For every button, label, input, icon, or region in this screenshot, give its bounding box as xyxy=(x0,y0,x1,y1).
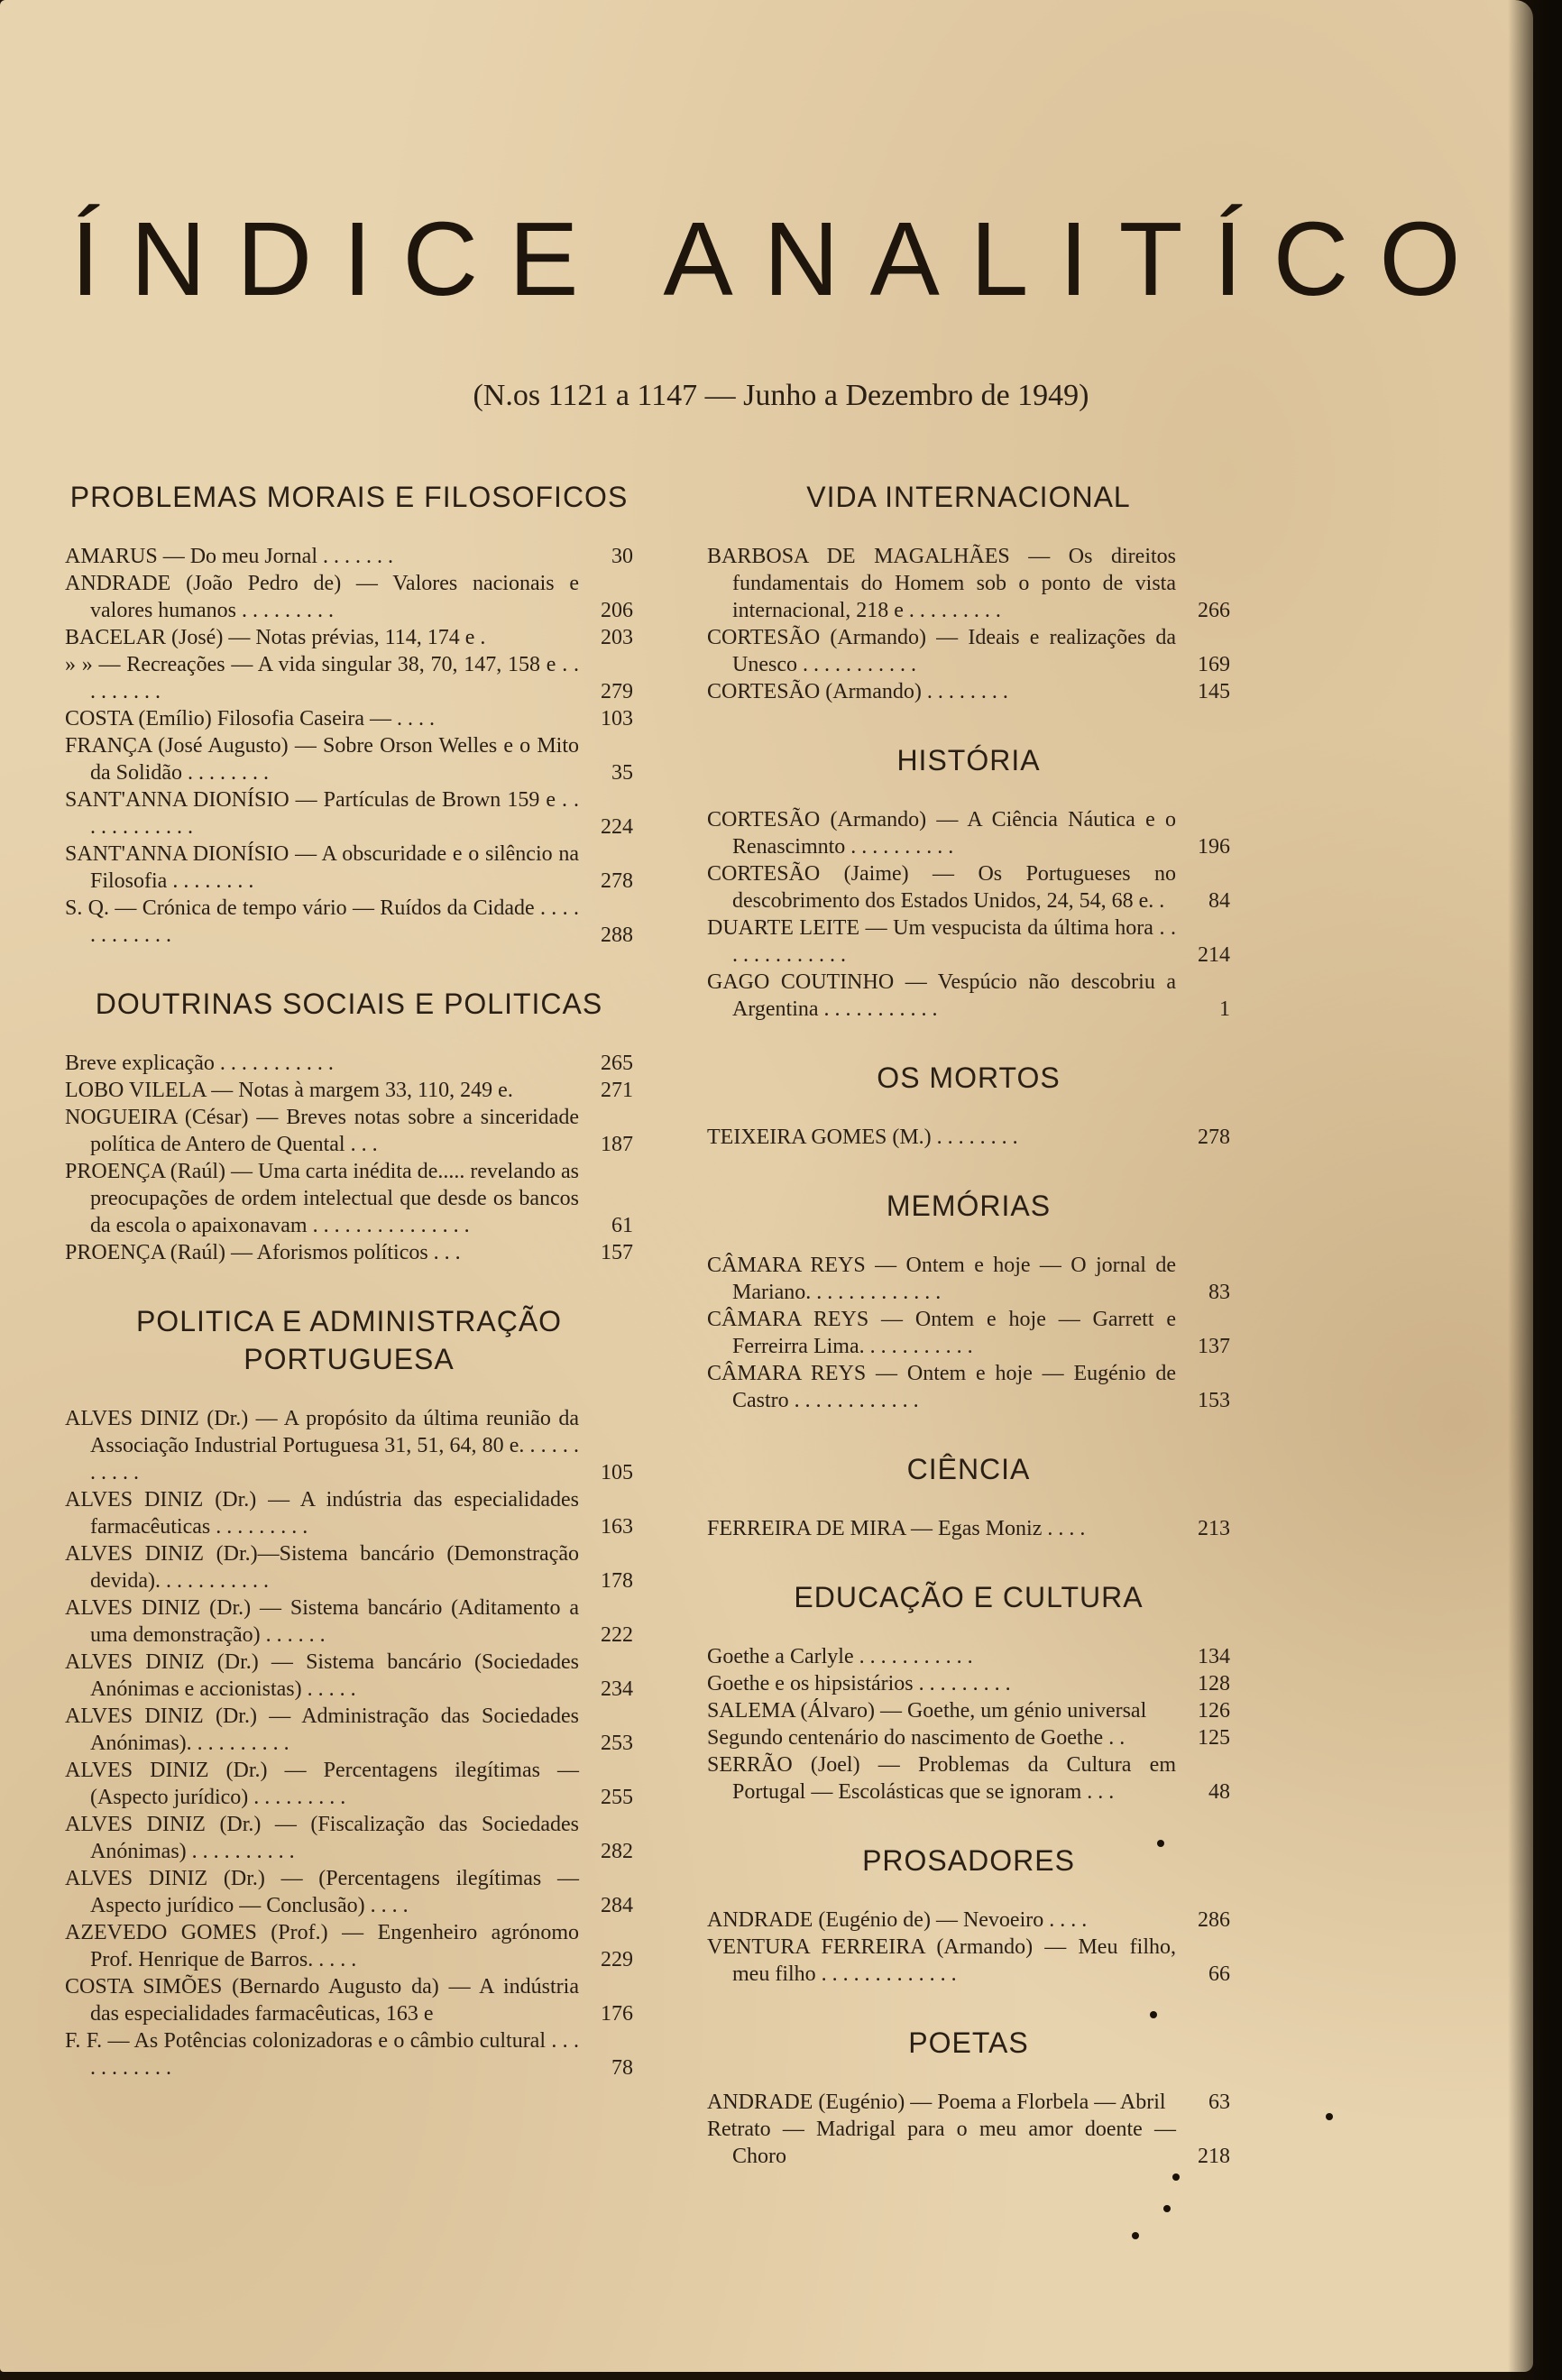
entry-text: ALVES DINIZ (Dr.) — Sistema bancário (Sociedades Anónimas e accionistas) . . . . . xyxy=(65,1650,579,1701)
entry-page-number: 282 xyxy=(601,1840,633,1863)
entry-page-number: 279 xyxy=(601,680,633,703)
ink-dot xyxy=(1132,2232,1139,2239)
entry-text: CÂMARA REYS — Ontem e hoje — O jornal de Mariano. . . . . . . . . . . . . xyxy=(707,1254,1176,1304)
entry-page-number: 83 xyxy=(1208,1281,1230,1304)
entry-page-number: 63 xyxy=(1208,2091,1230,2114)
index-entry xyxy=(65,732,633,786)
entry-text: SALEMA (Álvaro) — Goethe, um génio universal xyxy=(707,1699,1147,1723)
entry-text: CORTESÃO (Armando) . . . . . . . . xyxy=(707,680,1008,703)
entry-page-number: 163 xyxy=(601,1515,633,1539)
entry-text: ALVES DINIZ (Dr.) — Administração das Sociedades Anónimas). . . . . . . . . . xyxy=(65,1705,579,1755)
entry-text: CORTESÃO (Armando) — A Ciência Náutica e o Renascimnto . . . . . . . . . . xyxy=(707,808,1176,859)
entry-text: ANDRADE (Eugénio de) — Nevoeiro . . . . xyxy=(707,1908,1088,1932)
index-entry xyxy=(707,1124,1230,1151)
entry-page-number: 224 xyxy=(601,815,633,839)
entry-text: VENTURA FERREIRA (Armando) — Meu filho, meu filho . . . . . . . . . . . . . xyxy=(707,1935,1176,1986)
entry-text: DUARTE LEITE — Um vespucista da última hora . . . . . . . . . . . . . xyxy=(707,916,1176,967)
index-entry xyxy=(65,1811,633,1865)
index-section xyxy=(707,1059,1230,1151)
entry-text: Goethe e os hipsistários . . . . . . . . . xyxy=(707,1672,1011,1695)
entry-page-number: 48 xyxy=(1208,1780,1230,1804)
entry-text: CÂMARA REYS — Ontem e hoje — Garrett e Ferreirra Lima. . . . . . . . . . . xyxy=(707,1308,1176,1358)
entry-page-number: 178 xyxy=(601,1569,633,1593)
index-entry xyxy=(65,1757,633,1811)
left-column xyxy=(65,478,633,2118)
entry-text: SANT'ANNA DIONÍSIO — A obscuridade e o silêncio na Filosofia . . . . . . . . xyxy=(65,842,579,893)
entry-text: CORTESÃO (Armando) — Ideais e realizações da Unesco . . . . . . . . . . . xyxy=(707,626,1176,676)
entry-text: ALVES DINIZ (Dr.) — (Fiscalização das Sociedades Anónimas) . . . . . . . . . . xyxy=(65,1813,579,1863)
index-entry xyxy=(65,705,633,732)
entry-page-number: 266 xyxy=(1198,599,1230,622)
entry-text: GAGO COUTINHO — Vespúcio não descobriu a Argentina . . . . . . . . . . . xyxy=(707,970,1176,1021)
entry-text: ALVES DINIZ (Dr.) — A indústria das especialidades farmacêuticas . . . . . . . . . xyxy=(65,1488,579,1539)
index-entry xyxy=(65,895,633,949)
entry-text: AZEVEDO GOMES (Prof.) — Engenheiro agrónomo Prof. Henrique de Barros. . . . . xyxy=(65,1921,579,1971)
entry-page-number: 78 xyxy=(611,2056,633,2080)
entry-text: PROENÇA (Raúl) — Uma carta inédita de..... revelando as preocupações de ordem intelectual que desde os bancos da escola o apaixonavam . . . . . . . . . . . . . . . xyxy=(65,1160,579,1237)
index-entry xyxy=(707,543,1230,624)
index-section xyxy=(707,478,1230,705)
index-entry xyxy=(707,860,1230,914)
section-heading: CIÊNCIA xyxy=(906,1453,1031,1485)
entry-text: Goethe a Carlyle . . . . . . . . . . . xyxy=(707,1645,973,1668)
index-section xyxy=(65,1302,633,2081)
entry-page-number: 84 xyxy=(1208,889,1230,913)
entry-text: ALVES DINIZ (Dr.) — Sistema bancário (Aditamento a uma demonstração) . . . . . . xyxy=(65,1596,579,1647)
entry-text: BARBOSA DE MAGALHÃES — Os direitos fundamentais do Homem sob o ponto de vista internacional, 218 e . . . . . . . . . xyxy=(707,545,1176,622)
entry-text: ANDRADE (João Pedro de) — Valores nacionais e valores humanos . . . . . . . . . xyxy=(65,572,579,622)
section-heading: MEMÓRIAS xyxy=(886,1190,1052,1222)
entry-page-number: 229 xyxy=(601,1948,633,1971)
ink-dot xyxy=(1157,1840,1164,1847)
index-entry xyxy=(707,1697,1230,1724)
entry-page-number: 213 xyxy=(1198,1517,1230,1540)
entry-text: CORTESÃO (Jaime) — Os Portugueses no descobrimento dos Estados Unidos, 24, 54, 68 e. . xyxy=(707,862,1176,913)
index-entry xyxy=(707,678,1230,705)
index-entry xyxy=(707,2089,1230,2116)
index-entry xyxy=(707,1934,1230,1988)
index-entry xyxy=(65,841,633,895)
index-entry xyxy=(65,1919,633,1973)
entry-page-number: 187 xyxy=(601,1133,633,1156)
index-entry xyxy=(65,651,633,705)
index-entry xyxy=(707,1670,1230,1697)
index-section xyxy=(707,1842,1230,1988)
entry-page-number: 206 xyxy=(601,599,633,622)
index-entry xyxy=(707,624,1230,678)
entry-page-number: 30 xyxy=(611,545,633,568)
index-section xyxy=(707,1578,1230,1806)
index-entry xyxy=(65,1649,633,1703)
index-entry xyxy=(707,1724,1230,1751)
entry-page-number: 35 xyxy=(611,761,633,785)
index-entry xyxy=(707,969,1230,1023)
index-entry xyxy=(65,1104,633,1158)
entry-page-number: 196 xyxy=(1198,835,1230,859)
entry-page-number: 278 xyxy=(601,869,633,893)
index-entry xyxy=(65,1703,633,1757)
entry-text: S. Q. — Crónica de tempo vário — Ruídos da Cidade . . . . . . . . . . . . xyxy=(65,896,579,947)
section-heading: VIDA INTERNACIONAL xyxy=(806,481,1131,513)
entry-page-number: 218 xyxy=(1198,2145,1230,2168)
section-heading: OS MORTOS xyxy=(877,1061,1061,1094)
index-section xyxy=(65,478,633,949)
index-entry xyxy=(65,1239,633,1266)
entry-text: NOGUEIRA (César) — Breves notas sobre a sinceridade política de Antero de Quental . . . xyxy=(65,1106,579,1156)
entry-page-number: 1 xyxy=(1219,997,1230,1021)
index-section xyxy=(707,741,1230,1023)
entry-text: CÂMARA REYS — Ontem e hoje — Eugénio de Castro . . . . . . . . . . . . xyxy=(707,1362,1176,1412)
entry-text: Retrato — Madrigal para o meu amor doente — Choro xyxy=(707,2118,1176,2168)
entry-text: » » — Recreações — A vida singular 38, 70, 147, 158 e . . . . . . . . . xyxy=(65,653,579,703)
ink-dot xyxy=(1326,2113,1333,2120)
index-entry xyxy=(65,543,633,570)
right-column xyxy=(707,478,1230,2206)
index-entry xyxy=(707,1515,1230,1542)
entry-page-number: 288 xyxy=(601,924,633,947)
entry-text: COSTA SIMÕES (Bernardo Augusto da) — A indústria das especialidades farmacêuticas, 163 e xyxy=(65,1975,579,2026)
entry-page-number: 286 xyxy=(1198,1908,1230,1932)
entry-page-number: 253 xyxy=(601,1732,633,1755)
ink-dot xyxy=(1172,2173,1180,2181)
index-entry xyxy=(707,1306,1230,1360)
entry-page-number: 137 xyxy=(1198,1335,1230,1358)
entry-page-number: 128 xyxy=(1198,1672,1230,1695)
section-heading: POLITICA E ADMINISTRAÇÃO PORTUGUESA xyxy=(135,1305,563,1375)
entry-text: ALVES DINIZ (Dr.) — A propósito da última reunião da Associação Industrial Portuguesa 31, 51, 64, 80 e. . . . . . . . . . . xyxy=(65,1407,579,1484)
entry-text: ALVES DINIZ (Dr.)—Sistema bancário (Demonstração devida). . . . . . . . . . . xyxy=(65,1542,579,1593)
entry-text: FERREIRA DE MIRA — Egas Moniz . . . . xyxy=(707,1517,1086,1540)
index-entry xyxy=(707,2116,1230,2170)
index-entry xyxy=(707,914,1230,969)
entry-page-number: 265 xyxy=(601,1052,633,1075)
entry-text: LOBO VILELA — Notas à margem 33, 110, 249 e. xyxy=(65,1079,513,1102)
page-title: ÍNDICE ANALITÍCO xyxy=(70,200,1492,317)
entry-text: TEIXEIRA GOMES (M.) . . . . . . . . xyxy=(707,1126,1018,1149)
entry-text: AMARUS — Do meu Jornal . . . . . . . xyxy=(65,545,393,568)
section-heading: POETAS xyxy=(908,2026,1029,2059)
section-heading: EDUCAÇÃO E CULTURA xyxy=(794,1581,1144,1613)
entry-page-number: 66 xyxy=(1208,1962,1230,1986)
index-entry xyxy=(65,1486,633,1540)
entry-page-number: 134 xyxy=(1198,1645,1230,1668)
entry-text: ALVES DINIZ (Dr.) — Percentagens ilegítimas — (Aspecto jurídico) . . . . . . . . . xyxy=(65,1759,579,1809)
index-entry xyxy=(65,786,633,841)
index-entry xyxy=(65,1405,633,1486)
index-entry xyxy=(65,1050,633,1077)
section-heading: HISTÓRIA xyxy=(896,744,1041,776)
index-entry xyxy=(65,1973,633,2027)
entry-page-number: 176 xyxy=(601,2002,633,2026)
page-edge-shadow xyxy=(1508,0,1562,2380)
entry-page-number: 103 xyxy=(601,707,633,731)
index-entry xyxy=(707,1643,1230,1670)
section-heading: PROSADORES xyxy=(862,1844,1075,1877)
entry-page-number: 214 xyxy=(1198,943,1230,967)
index-entry xyxy=(707,1751,1230,1806)
index-entry xyxy=(65,1077,633,1104)
entry-text: PROENÇA (Raúl) — Aforismos políticos . . . xyxy=(65,1241,461,1264)
entry-page-number: 271 xyxy=(601,1079,633,1102)
entry-page-number: 105 xyxy=(601,1461,633,1484)
section-heading: DOUTRINAS SOCIAIS E POLITICAS xyxy=(95,988,603,1020)
entry-text: ALVES DINIZ (Dr.) — (Percentagens ilegítimas — Aspecto jurídico — Conclusão) . . . . xyxy=(65,1867,579,1917)
index-entry xyxy=(65,624,633,651)
entry-text: Breve explicação . . . . . . . . . . . xyxy=(65,1052,334,1075)
ink-dot xyxy=(1163,2205,1171,2212)
entry-page-number: 153 xyxy=(1198,1389,1230,1412)
entry-page-number: 169 xyxy=(1198,653,1230,676)
entry-text: COSTA (Emílio) Filosofia Caseira — . . . . xyxy=(65,707,436,731)
ink-dot xyxy=(1150,2011,1157,2018)
index-section xyxy=(707,1450,1230,1542)
entry-page-number: 61 xyxy=(611,1214,633,1237)
index-entry xyxy=(65,1594,633,1649)
entry-page-number: 157 xyxy=(601,1241,633,1264)
index-entry xyxy=(65,1540,633,1594)
entry-page-number: 203 xyxy=(601,626,633,649)
entry-page-number: 125 xyxy=(1198,1726,1230,1750)
index-section xyxy=(65,985,633,1266)
page-subtitle: (N.os 1121 a 1147 — Junho a Dezembro de 1949) xyxy=(473,379,1089,412)
entry-page-number: 222 xyxy=(601,1623,633,1647)
entry-text: F. F. — As Potências colonizadoras e o câmbio cultural . . . . . . . . . . . xyxy=(65,2029,579,2080)
index-entry xyxy=(707,1360,1230,1414)
entry-page-number: 284 xyxy=(601,1894,633,1917)
entry-page-number: 278 xyxy=(1198,1126,1230,1149)
index-section xyxy=(707,1187,1230,1414)
index-section xyxy=(707,2024,1230,2170)
entry-page-number: 145 xyxy=(1198,680,1230,703)
entry-text: BACELAR (José) — Notas prévias, 114, 174 e . xyxy=(65,626,486,649)
index-entry xyxy=(65,1865,633,1919)
index-entry xyxy=(65,570,633,624)
index-entry xyxy=(65,2027,633,2081)
entry-text: SERRÃO (Joel) — Problemas da Cultura em Portugal — Escolásticas que se ignoram . . . xyxy=(707,1753,1176,1804)
index-entry xyxy=(65,1158,633,1239)
index-entry xyxy=(707,806,1230,860)
entry-text: SANT'ANNA DIONÍSIO — Partículas de Brown 159 e . . . . . . . . . . . . xyxy=(65,788,579,839)
entry-text: Segundo centenário do nascimento de Goethe . . xyxy=(707,1726,1126,1750)
section-heading: PROBLEMAS MORAIS E FILOSOFICOS xyxy=(69,481,629,513)
entry-text: ANDRADE (Eugénio) — Poema a Florbela — Abril xyxy=(707,2091,1166,2114)
entry-text: FRANÇA (José Augusto) — Sobre Orson Welles e o Mito da Solidão . . . . . . . . xyxy=(65,734,579,785)
index-entry xyxy=(707,1907,1230,1934)
entry-page-number: 126 xyxy=(1198,1699,1230,1723)
index-entry xyxy=(707,1252,1230,1306)
entry-page-number: 255 xyxy=(601,1786,633,1809)
entry-page-number: 234 xyxy=(601,1677,633,1701)
